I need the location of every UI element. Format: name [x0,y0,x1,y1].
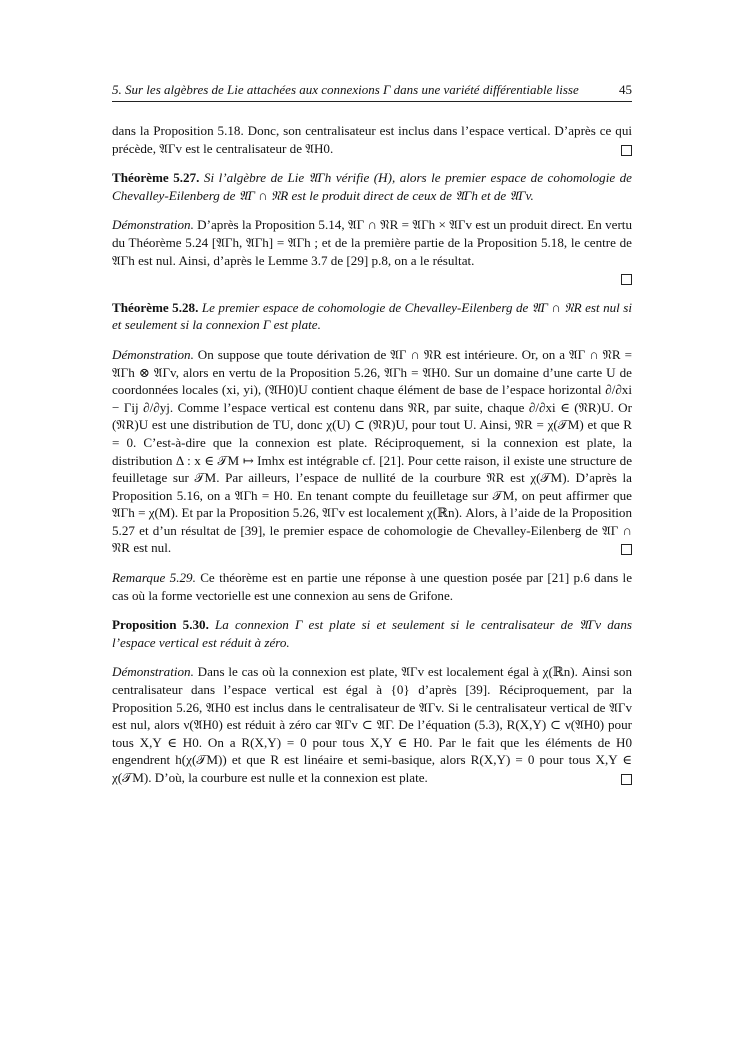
remark-text: Ce théorème est en partie une réponse à une question posée par [21] p.6 dans le cas où la forme vectorielle est une connexion au sens de Grifone. [112,570,633,603]
proof-label: Démonstration. [112,217,194,233]
proof-text: Dans le cas où la connexion est plate, 𝔄Γv est localement égal à χ(ℝn). Ainsi son centralisateur dans l’espace vertical est égal à {0} d’après [39]. Réciproquement, par la Proposition 5.26, 𝔄H0 est inclus dans le centralisateur de 𝔄Γv. Si le centralisateur vertical de 𝔄Γv est nul, alors ν(𝔄H0) est réduit à zéro car 𝔄Γv ⊂ 𝔄Γ. De l’équation (5.3), R(X,Y) ⊂ ν(𝔄H0) pour tous X,Y ∈ H0. On a R(X,Y) = 0 pour tous X,Y ∈ H0. Par le fait que les éléments de H0 engendrent h(χ(𝒯M)) et que R est linéaire et semi-basique, alors R(X,Y) = 0 pour tous X,Y ∈ χ(𝒯M). D’où, la courbure est nulle et la connexion est plate. [112,664,633,785]
remark-label: Remarque 5.29. [112,570,196,586]
qed-symbol [621,544,632,555]
proof-theorem-5-28 [112,346,632,557]
qed-symbol [621,274,632,285]
proof-continuation [112,122,632,157]
page [112,82,632,787]
theorem-statement: Le premier espace de cohomologie de Chevalley-Eilenberg de 𝔄Γ ∩ 𝔑R est nul si et seulement si la connexion Γ est plate. [112,299,632,333]
theorem-5-28 [112,299,632,334]
page-number: 45 [619,82,632,97]
proof-theorem-5-27 [112,216,632,286]
qed-symbol [621,774,632,785]
proposition-5-30 [112,616,632,651]
theorem-label: Théorème 5.28. [112,299,199,315]
theorem-label: Théorème 5.27. [112,170,200,186]
qed-symbol [621,145,632,156]
running-title: 5. Sur les algèbres de Lie attachées aux connexions Γ dans une variété différentiable lisse [112,82,579,97]
paragraph-text: dans la Proposition 5.18. Donc, son centralisateur est inclus dans l’espace vertical. D’après ce qui précède, 𝔄Γv est le centralisateur de 𝔄H0. [112,123,632,156]
proposition-statement: La connexion Γ est plate si et seulement si le centralisateur de 𝔄Γv dans l’espace vertical est réduit à zéro. [112,617,632,650]
remark-5-29 [112,569,632,604]
proof-text: D’après la Proposition 5.14, 𝔄Γ ∩ 𝔑R = 𝔄Γh × 𝔄Γv est un produit direct. En vertu du Théorème 5.24 [𝔄Γh, 𝔄Γh] = 𝔄Γh ; et de la première partie de la Proposition 5.18, le centre de 𝔄Γh est nul. Ainsi, d’après le Lemme 3.7 de [29] p.8, on a le résultat. [112,217,632,268]
proof-text: On suppose que toute dérivation de 𝔄Γ ∩ 𝔑R est intérieure. Or, on a 𝔄Γ ∩ 𝔑R = 𝔄Γh ⊗ 𝔄Γv, alors en vertu de la Proposition 5.26, 𝔄Γh = 𝔄H0. Sur un domaine d’une carte U de coordonnées locales (xi, yi), (𝔄H0)U contient chaque élément de base de l’espace horizontal ∂/∂xi − Γij ∂/∂yj. Comme l’espace vertical est contenu dans 𝔑R, par suite, chaque ∂/∂xi ∈ (𝔑R)U. Or (𝔑R)U est une distribution de TU, donc χ(U) ⊂ (𝔑R)U, pour tout U. Ainsi, 𝔑R = χ(𝒯M) et que R = 0. C’est-à-dire que la connexion est plate. Réciproquement, si la connexion est plate, la distribution Δ : x ∈ 𝒯M ↦ Imhx est intégrable cf. [21]. Pour cette raison, il existe une structure de feuilletage sur 𝒯M. Par ailleurs, l’espace de nullité de la courbure 𝔑R est χ(𝒯M). D’après la Proposition 5.16, on a 𝔄Γh = H0. En tenant compte du feuilletage sur 𝒯M, on peut affirmer que 𝔄Γh = χ(M). Et par la Proposition 5.26, 𝔄Γv est localement χ(ℝn). Alors, à l’aide de la Proposition 5.27 et d’un résultat de [39], le premier espace de cohomologie de Chevalley-Eilenberg de 𝔄Γ ∩ 𝔑R est nul. [112,346,632,556]
proposition-label: Proposition 5.30. [112,617,209,633]
running-header [112,82,632,102]
theorem-statement: Si l’algèbre de Lie 𝔄Γh vérifie (H), alors le premier espace de cohomologie de Chevalley-Eilenberg de 𝔄Γ ∩ 𝔑R est le produit direct de ceux de 𝔄Γh et de 𝔄Γv. [112,170,632,203]
proof-proposition-5-30 [112,663,632,786]
theorem-5-27 [112,169,632,204]
proof-label: Démonstration. [112,664,194,680]
proof-label: Démonstration. [112,346,194,362]
